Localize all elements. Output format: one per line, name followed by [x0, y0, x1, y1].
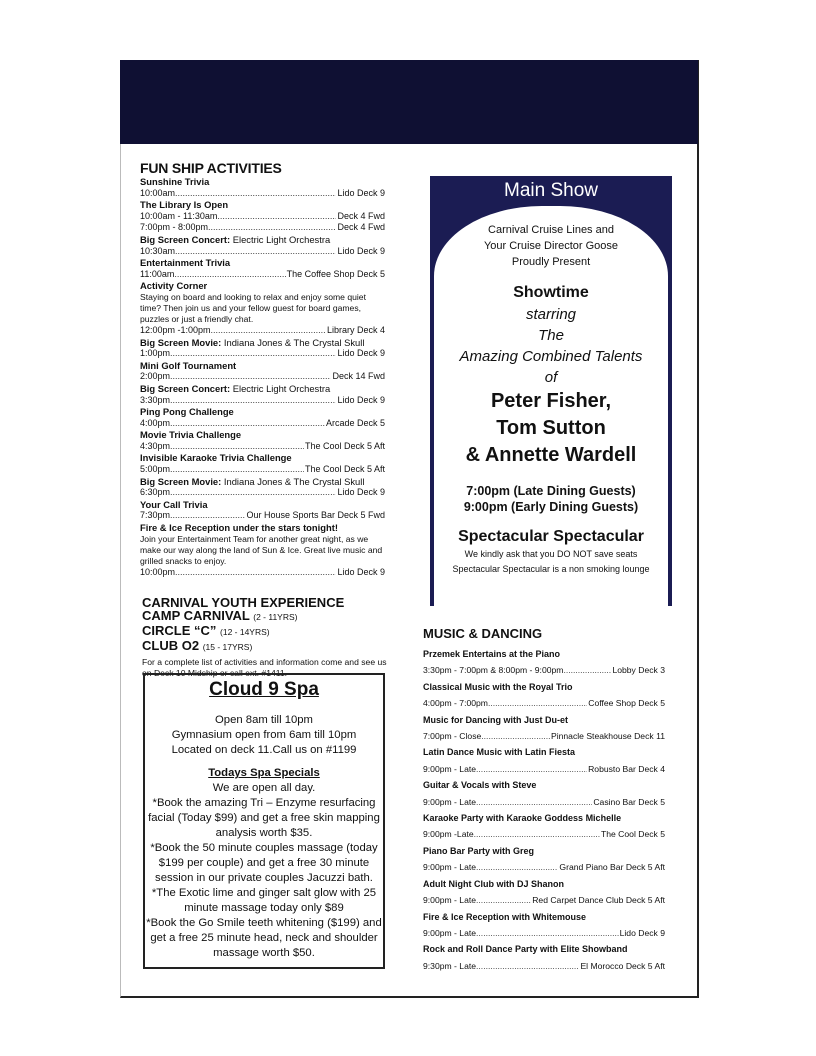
activity-time-row: 5:00pm ..... The Cool Deck 5 Aft — [140, 464, 385, 476]
spa-specials-title: Todays Spa Specials — [208, 767, 320, 779]
performer-3: & Annette Wardell — [465, 444, 637, 466]
spa-special-1: *Book the amazing Tri – Enzyme resurfacing facial (Today $99) and get a free skin mapping analysis worth $35. — [148, 797, 380, 839]
activity-time-row: 2:00pm ..... Deck 14 Fwd — [140, 371, 385, 383]
activity-title: Big Screen Movie: Indiana Jones & The Crystal Skull — [140, 475, 365, 487]
music-dancing — [423, 626, 665, 974]
show-intro-1: Carnival Cruise Lines and — [488, 224, 614, 236]
activity-time-row: 10:00pm ..... Lido Deck 9 — [140, 567, 385, 579]
fun-ship-activities — [140, 160, 385, 578]
activity-time-row: 10:00am ..... Lido Deck 9 — [140, 188, 385, 200]
activity-time-row: 6:30pm ..... Lido Deck 9 — [140, 487, 385, 499]
show-spectacular: Spectacular Spectacular — [458, 528, 644, 545]
spa-location: Located on deck 11.Call us on #1199 — [171, 744, 357, 756]
music-act-title: Guitar & Vocals with Steve — [423, 780, 537, 791]
music-act-title: Rock and Roll Dance Party with Elite Showband — [423, 944, 628, 955]
show-starring: starring — [525, 306, 577, 323]
show-title: Showtime — [513, 284, 589, 301]
show-of: of — [544, 369, 558, 386]
activity-time-row: 4:00pm ..... Arcade Deck 5 — [140, 418, 385, 430]
activity-time-row: 4:30pm ..... The Cool Deck 5 Aft — [140, 441, 385, 453]
music-time-row: 9:00pm -Late ..... The Cool Deck 5 — [423, 826, 665, 842]
music-time-row: 9:30pm - Late ..... El Morocco Deck 5 Aft — [423, 958, 665, 974]
music-time-row: 3:30pm - 7:00pm & 8:00pm - 9:00pm ..... Lobby Deck 3 — [423, 662, 665, 678]
main-show-header: Main Show — [504, 180, 598, 201]
music-time-row: 9:00pm - Late ..... Robusto Bar Deck 4 — [423, 761, 665, 777]
activity-time-row: 1:00pm ..... Lido Deck 9 — [140, 348, 385, 360]
activity-title: The Library Is Open — [140, 199, 229, 211]
club-o2 — [142, 639, 387, 654]
activity-title: Sunshine Trivia — [140, 176, 210, 187]
performer-2: Tom Sutton — [496, 417, 606, 439]
activity-time-row: 7:30pm ..... Our House Sports Bar Deck 5 Fwd — [140, 510, 385, 522]
show-note-1: We kindly ask that you DO NOT save seats — [464, 549, 638, 559]
music-act-title: Classical Music with the Royal Trio — [423, 681, 573, 692]
main-show-text — [430, 222, 672, 577]
show-intro-3: Proudly Present — [511, 256, 591, 268]
activity-title: Fire & Ice Reception under the stars tonight! — [140, 522, 338, 534]
music-time-row: 9:00pm - Late ..... Red Carpet Dance Club Deck 5 Aft — [423, 892, 665, 908]
activity-title: Entertainment Trivia — [140, 257, 231, 269]
music-act-title: Adult Night Club with DJ Shanon — [423, 878, 564, 889]
activity-description: Staying on board and looking to relax and enjoy some quiet time? Then join us and your fellow guest for board games, puzzles or just a friendly chat. — [140, 291, 366, 324]
activity-title: Movie Trivia Challenge — [140, 429, 242, 441]
show-the: The — [538, 327, 564, 344]
spa-title: Cloud 9 Spa — [209, 679, 319, 700]
music-list — [423, 646, 665, 974]
youth-heading: CARNIVAL YOUTH EXPERIENCE — [142, 595, 345, 610]
spa-special-3: *The Exotic lime and ginger salt glow with 25 minute massage today only $89 — [151, 887, 377, 914]
activity-time-row: 10:30am ..... Lido Deck 9 — [140, 246, 385, 258]
spa-open: We are open all day. — [212, 782, 316, 794]
camp-name: CAMP CARNIVAL — [142, 608, 250, 623]
fun-ship-list — [140, 176, 385, 578]
activity-title: Activity Corner — [140, 280, 208, 292]
circle-ages: (12 - 14YRS) — [220, 627, 270, 637]
activity-title: Mini Golf Tournament — [140, 359, 237, 371]
spa-gym-hours: Gymnasium open from 6am till 10pm — [171, 729, 357, 741]
spa-hours: Open 8am till 10pm — [215, 714, 313, 726]
activity-time-row: 12:00pm -1:00pm ..... Library Deck 4 — [140, 325, 385, 337]
activity-title: Big Screen Concert: Electric Light Orchestra — [140, 233, 331, 245]
music-time-row: 9:00pm - Late ..... Grand Piano Bar Deck 5 Aft — [423, 859, 665, 875]
activity-time-row: 11:00am ..... The Coffee Shop Deck 5 — [140, 269, 385, 281]
music-act-title: Latin Dance Music with Latin Fiesta — [423, 747, 576, 758]
youth-experience — [142, 596, 387, 679]
camp-ages: (2 - 11YRS) — [253, 612, 298, 622]
circle-c — [142, 624, 387, 639]
show-intro — [430, 222, 672, 270]
activity-title: Your Call Trivia — [140, 498, 208, 510]
music-act-title: Music for Dancing with Just Du-et — [423, 714, 569, 725]
show-intro-2: Your Cruise Director Goose — [483, 240, 619, 252]
camp-carnival — [142, 609, 387, 624]
activity-title: Big Screen Movie: Indiana Jones & The Crystal Skull — [140, 336, 365, 348]
spa-box — [143, 673, 385, 969]
music-time-row: 9:00pm - Late ..... Casino Bar Deck 5 — [423, 794, 665, 810]
music-act-title: Piano Bar Party with Greg — [423, 845, 535, 856]
show-time-2: 9:00pm (Early Dining Guests) — [463, 500, 639, 514]
music-time-row: 9:00pm - Late ..... Lido Deck 9 — [423, 925, 665, 941]
activity-time-row: 3:30pm ..... Lido Deck 9 — [140, 395, 385, 407]
show-amazing: Amazing Combined Talents — [459, 348, 643, 365]
music-act-title: Przemek Entertains at the Piano — [423, 649, 561, 659]
show-times — [430, 483, 672, 515]
activity-title: Ping Pong Challenge — [140, 406, 234, 418]
activity-title: Invisible Karaoke Trivia Challenge — [140, 452, 292, 464]
show-note-2: Spectacular Spectacular is a non smoking lounge — [452, 564, 650, 574]
youth-note: For a complete list of activities and information come and see us on Deck 10 Midship or call ext. #1411. — [142, 657, 387, 678]
club-ages: (15 - 17YRS) — [202, 642, 253, 652]
spa-special-4: *Book the Go Smile teeth whitening ($199) and get a free 25 minute head, neck and shoulder massage worth $50. — [146, 917, 382, 959]
music-heading: MUSIC & DANCING — [423, 626, 543, 641]
activity-title: Big Screen Concert: Electric Light Orchestra — [140, 382, 331, 394]
activity-time-row: 7:00pm - 8:00pm ..... Deck 4 Fwd — [140, 222, 385, 234]
activity-time-row: 10:00am - 11:30am ..... Deck 4 Fwd — [140, 211, 385, 223]
header-band — [120, 60, 698, 144]
performer-1: Peter Fisher, — [490, 390, 612, 412]
club-name: CLUB O2 — [142, 638, 200, 653]
spa-special-2: *Book the 50 minute couples massage (today $199 per couple) and get a free 30 minute session in our private couples Jacuzzi bath. — [150, 842, 378, 884]
activity-description: Join your Entertainment Team for another great night, as we make our way along the land of Sun & Ice. Great live music and grilled snacks to enjoy. — [140, 533, 383, 566]
music-time-row: 4:00pm - 7:00pm ..... Coffee Shop Deck 5 — [423, 695, 665, 711]
music-time-row: 7:00pm - Close ..... Pinnacle Steakhouse Deck 11 — [423, 728, 665, 744]
circle-name: CIRCLE “C” — [142, 623, 217, 638]
fun-ship-heading: FUN SHIP ACTIVITIES — [140, 160, 282, 176]
music-act-title: Karaoke Party with Karaoke Goddess Michelle — [423, 813, 622, 824]
show-time-1: 7:00pm (Late Dining Guests) — [466, 484, 636, 498]
music-act-title: Fire & Ice Reception with Whitemouse — [423, 911, 587, 922]
